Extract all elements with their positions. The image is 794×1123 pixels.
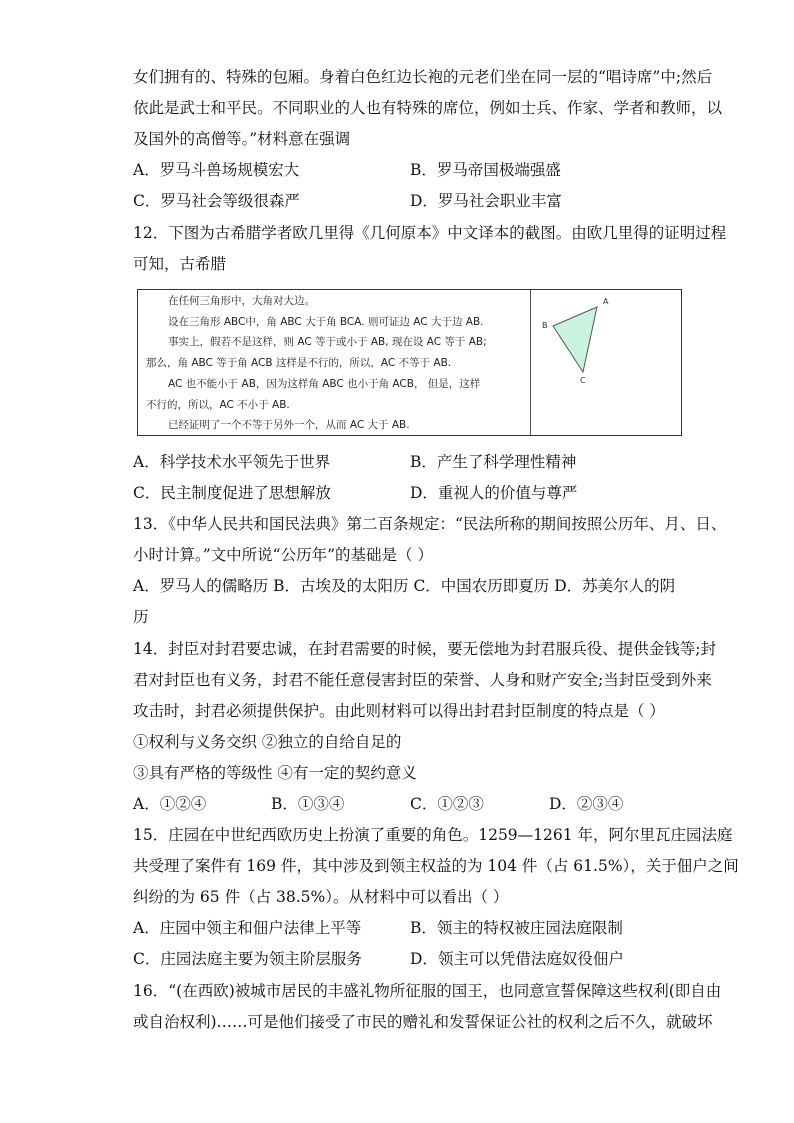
q14-option-d[interactable]: D．②③④ [549,795,624,813]
q15-stem-line: 15．庄园在中世纪西欧历史上扮演了重要的角色。1259—1261 年，阿尔里瓦庄园法庭 [133,826,733,844]
q12-option-c[interactable]: C．民主制度促进了思想解放 [133,484,331,502]
q12-option-d[interactable]: D．重视人的价值与尊严 [410,484,578,502]
q12-stem-line: 12．下图为古希腊学者欧几里得《几何原本》中文译本的截图。由欧几里得的证明过程 [133,224,727,242]
q13-options-wrap: 历 [133,608,149,626]
q11-option-c[interactable]: C．罗马社会等级很森严 [133,192,300,210]
q11-option-b[interactable]: B．罗马帝国极端强盛 [410,161,561,179]
q11-option-a[interactable]: A．罗马斗兽场规模宏大 [133,161,300,179]
euclid-proof-figure [137,289,682,436]
q15-stem-line: 纠纷的为 65 件（占 38.5%）。从材料中可以看出（ ） [133,888,509,906]
proof-line: 事实上，假若不是这样，则 AC 等于或小于 AB, 现在设 AC 等于 AB; [168,336,487,348]
q13-stem-line: 13．《中华人民共和国民法典》第二百条规定：“民法所称的期间按照公历年、月、日、 [133,515,727,533]
q15-option-c[interactable]: C．庄园法庭主要为领主阶层服务 [133,950,362,968]
q13-options[interactable]: A．罗马人的儒略历 B．古埃及的太阳历 C．中国农历即夏历 D．苏美尔人的阴 [133,577,676,595]
q15-option-b[interactable]: B．领主的特权被庄园法庭限制 [410,919,623,937]
q14-stem-line: 攻击时，封君必须提供保护。由此则材料可以得出封君封臣制度的特点是（ ） [133,702,665,720]
q14-item-line: ③具有严格的等级性 ④有一定的契约意义 [133,764,417,782]
q13-stem-line: 小时计算。”文中所说“公历年”的基础是（ ） [133,546,433,564]
q16-stem-line: 16．“(在西欧)被城市居民的丰盛礼物所征服的国王，也同意宣誓保障这些权利(即自由 [133,982,722,1000]
proof-line: 不行的，所以，AC 不小于 AB. [146,399,290,411]
q14-option-c[interactable]: C．①②③ [410,795,484,813]
q14-stem-line: 14．封臣对封君要忠诚，在封君需要的时候，要无偿地为封君服兵役、提供金钱等;封 [133,640,716,658]
proof-line: 在任何三角形中，大角对大边。 [168,295,315,307]
passage-line: 及国外的高僧等。”材料意在强调 [133,130,351,148]
proof-line: AC 也不能小于 AB，因为这样角 ABC 也小于角 ACB， 但是，这样 [168,378,481,390]
proof-line: 设在三角形 ABC中，角 ABC 大于角 BCA. 则可证边 AC 大于边 AB. [168,316,484,328]
triangle-diagram [531,290,681,435]
q15-option-a[interactable]: A．庄园中领主和佃户法律上平等 [133,919,362,937]
q12-option-b[interactable]: B．产生了科学理性精神 [410,453,577,471]
passage-line: 女们拥有的、特殊的包厢。身着白色红边长袍的元老们坐在同一层的“唱诗席”中;然后 [133,68,713,86]
q15-option-d[interactable]: D．领主可以凭借法庭奴役佃户 [410,950,624,968]
vertex-label-b: B [542,321,548,330]
passage-line: 依此是武士和平民。不同职业的人也有特殊的席位，例如士兵、作家、学者和教师，以 [133,99,723,117]
q12-option-a[interactable]: A．科学技术水平领先于世界 [133,453,331,471]
vertex-label-a: A [603,297,609,306]
triangle-abc [553,307,597,372]
q16-stem-line: 或自治权利)……可是他们接受了市民的赠礼和发誓保证公社的权利之后不久，就破坏 [133,1013,713,1031]
q11-option-d[interactable]: D．罗马社会职业丰富 [410,192,562,210]
q14-stem-line: 君对封臣也有义务，封君不能任意侵害封臣的荣誉、人身和财产安全;当封臣受到外来 [133,671,712,689]
q12-stem-line: 可知，古希腊 [133,255,227,273]
q14-option-a[interactable]: A．①②④ [133,795,207,813]
q14-option-b[interactable]: B．①③④ [271,795,345,813]
proof-line: 那么，角 ABC 等于角 ACB 这样是不行的，所以，AC 不等于 AB. [146,357,452,369]
proof-text-panel [138,290,531,435]
proof-line: 已经证明了一个不等于另外一个，从而 AC 大于 AB. [168,419,410,431]
q15-stem-line: 共受理了案件有 169 件，其中涉及到领主权益的为 104 件（占 61.5%），关于佃户之间 [133,857,739,875]
q14-item-line: ①权利与义务交织 ②独立的自给自足的 [133,733,402,751]
vertex-label-c: C [580,376,586,385]
triangle-svg [531,290,681,435]
